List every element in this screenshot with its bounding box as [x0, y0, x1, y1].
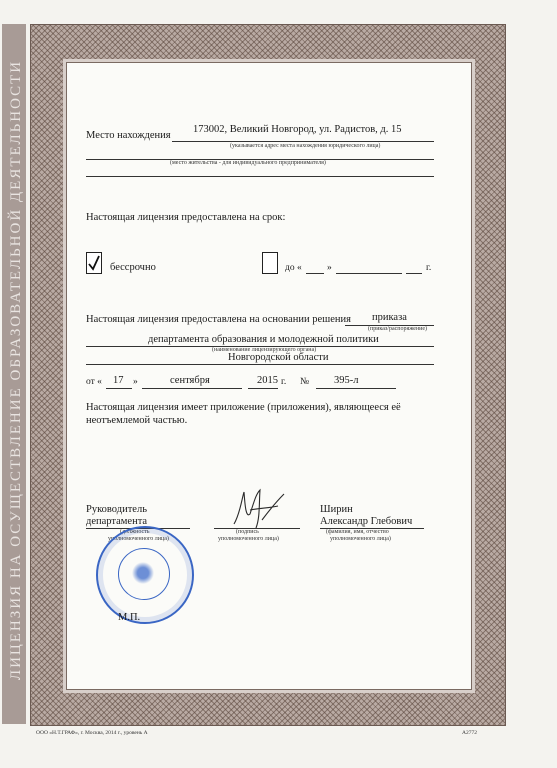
date-year: 2015 [257, 375, 278, 386]
location-value: 173002, Великий Новгород, ул. Радистов, д. 15 [193, 124, 402, 135]
indefinite-label: бессрочно [110, 262, 156, 273]
org-hint: (наименование лицензирующего органа) [212, 347, 317, 353]
doc-type: приказа [372, 312, 407, 323]
until-day-line [306, 273, 324, 274]
order-number: 395-л [334, 375, 359, 386]
signature-hint-1: (подпись [236, 529, 259, 535]
until-year-line [406, 273, 422, 274]
location-line-3 [86, 176, 434, 177]
position-line-2: департамента [86, 516, 148, 527]
org-line-2 [86, 364, 434, 365]
until-prefix: до « [285, 263, 302, 273]
date-year-suffix: г. [281, 377, 287, 387]
until-month-line [336, 273, 402, 274]
position-line-1: Руководитель [86, 504, 147, 515]
date-year-line [248, 388, 278, 389]
until-date-checkbox [262, 252, 278, 274]
check-mark-icon [87, 253, 101, 273]
location-label: Место нахождения [86, 130, 171, 141]
signer-hint-1: (фамилия, имя, отчество [326, 529, 389, 535]
until-suffix: г. [426, 263, 432, 273]
basis-label: Настоящая лицензия предоставлена на основании решения [86, 314, 351, 325]
printer-info: ООО «Н.Т.ГРАФ», г. Москва, 2014 г., уровень А [36, 730, 148, 736]
signer-name-2: Александр Глебович [320, 516, 413, 527]
signature-hint-2: уполномоченного лица) [218, 536, 279, 542]
org-name-1: департамента образования и молодежной политики [148, 334, 379, 345]
position-hint-2: уполномоченного лица) [108, 536, 169, 542]
signer-hint-2: уполномоченного лица) [330, 536, 391, 542]
indefinite-checkbox [86, 252, 102, 274]
date-month-line [142, 388, 242, 389]
signature [226, 484, 296, 534]
signer-name-1: Ширин [320, 504, 353, 515]
doc-type-hint: (приказ/распоряжение) [368, 326, 428, 332]
date-month: сентября [170, 375, 210, 386]
residence-hint: (место жительства - для индивидуального предпринимателя) [170, 160, 326, 166]
position-hint-1: (должность [120, 529, 150, 535]
number-line [316, 388, 396, 389]
date-day-close: » [133, 377, 138, 387]
org-name-2: Новгородской области [228, 352, 329, 363]
date-from: от « [86, 377, 102, 387]
location-hint: (указывается адрес места нахождения юридического лица) [230, 143, 381, 149]
date-day-line [106, 388, 132, 389]
number-label: № [300, 377, 310, 387]
coat-of-arms-icon [130, 560, 156, 586]
appendix-text-2: неотъемлемой частью. [86, 415, 188, 426]
until-mid: » [327, 263, 332, 273]
side-title: ЛИЦЕНЗИЯ НА ОСУЩЕСТВЛЕНИЕ ОБРАЗОВАТЕЛЬНОЙ ДЕЯТЕЛЬНОСТИ [8, 59, 24, 681]
date-day: 17 [113, 375, 124, 386]
form-code: А2772 [462, 730, 477, 736]
appendix-text-1: Настоящая лицензия имеет приложение (приложения), являющееся её [86, 402, 401, 413]
seal-placeholder-label: М.П. [118, 612, 141, 623]
location-underline [172, 141, 434, 142]
term-label: Настоящая лицензия предоставлена на срок: [86, 212, 286, 223]
